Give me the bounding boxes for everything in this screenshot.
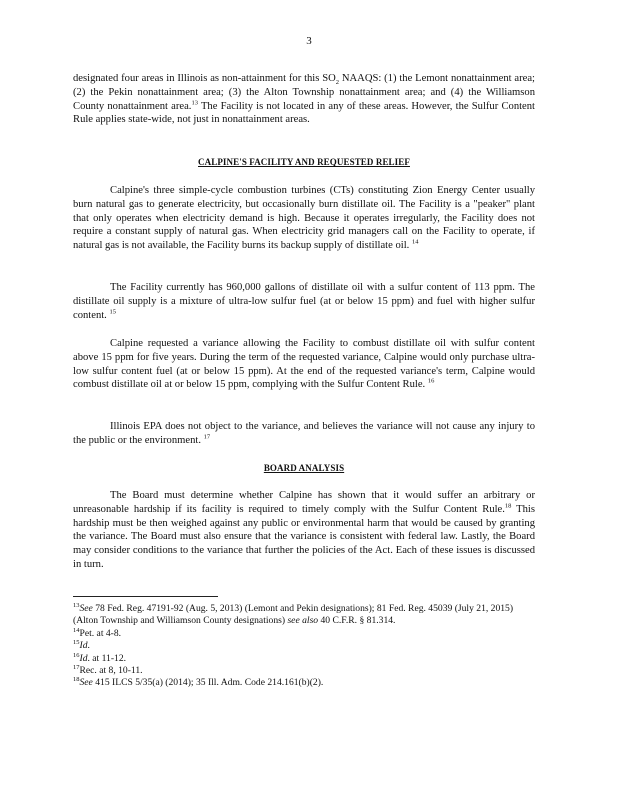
footnote-14: $^{14}$Pet. at 4-8. — [73, 626, 122, 639]
p4-text: Calpine requested a variance allowing the Facility to combust distillate oil with sulfur content above 15 ppm for five years. During the term of the requested variance, Calpine would only purchase ultra-low sulfur content fuel (at or below 15 ppm). At the end of the requested variance's term, Calpine would combust distillate oil at or below 15 ppm, complying with the Sulfur Content Rule. — [73, 338, 535, 391]
p6-text-a: The Board must determine whether Calpine has shown that it would suffer an arbitrary or unreasonable hardship if its facility is required to timely comply with the Sulfur Content Rule. — [73, 490, 535, 515]
p1-text-b: NAAQS: (1) the Lemont nonattainment area; (2) the Pekin nonattainment area; (3) the Alton Township nonattainment area; and (4) the Williamson County nonattainment area. — [73, 73, 535, 112]
p2-text: Calpine's three simple-cycle combustion turbines (CTs) constituting Zion Energy Center usually burn natural gas to generate electricity, but occasionally burn distillate oil. The Facility is a "peaker" plant that only operates when electricity demand is high. Because it operates irregularly, the Facility does not require a constant supply of natural gas. When electricity grid managers call on the Facility to operate, if natural gas is not available, the Facility burns its backup supply of distillate oil. — [73, 185, 535, 252]
footnote-16: $^{16}$Id. at 11-12. — [73, 651, 127, 664]
p1-text-c: The Facility is not located in any of these areas. However, the Sulfur Content Rule applies state-wide, not just in nonattainment areas. — [73, 100, 535, 126]
section-heading-facility: CALPINE'S FACILITY AND REQUESTED RELIEF — [198, 157, 410, 167]
footnote-divider — [73, 596, 218, 597]
footnote-18: $^{18}$See 415 ILCS 5/35(a) (2014); 35 Ill. Adm. Code 214.161(b)(2). — [73, 676, 324, 689]
page-number: 3 — [306, 35, 312, 47]
footnote-ref-13[interactable]: 13 — [191, 99, 198, 107]
footnote-ref-16[interactable]: 16 — [427, 377, 435, 385]
p5-text: Illinois EPA does not object to the variance, and believes the variance will not cause any injury to the public or the environment. — [73, 421, 535, 446]
footnote-17: $^{17}$Rec. at 8, 10-11. — [73, 663, 143, 677]
footnote-ref-17[interactable]: 17 — [203, 433, 211, 441]
paragraph-distillate-supply — [73, 281, 535, 322]
p1-text-a: designated four areas in Illinois as non-attainment for this SO — [73, 73, 336, 84]
footnote-13: $^{13}$See 78 Fed. Reg. 47191-92 (Aug. 5, 2013) (Lemont and Pekin designations); 81 Fed. Reg. 45039 (July 21, 2015) (Alton Township and Williamson County designations) see also 40 C.F.R. § 81.314. — [73, 601, 514, 627]
p1-subscript: 2 — [335, 79, 340, 87]
paragraph-variance-request — [73, 337, 535, 392]
footnotes — [73, 603, 535, 690]
paragraph-nonattainment — [73, 72, 535, 127]
paragraph-facility-description — [73, 184, 535, 253]
footnote-ref-15[interactable]: 15 — [109, 308, 116, 316]
p3-text: The Facility currently has 960,000 gallons of distillate oil with a sulfur content of 113 ppm. The distillate oil supply is a mixture of ultra-low sulfur fuel (at or below 15 ppm) and fuel with higher sulfur content. — [73, 282, 535, 321]
p6-text-b: This hardship must be then weighed against any public or environmental harm that would be caused by granting the variance. The Board must also ensure that the variance is consistent with federal law. Lastly, the Board may consider conditions to the variance that further the policies of the Act. Each of these issues is discussed in turn. — [73, 503, 535, 570]
footnote-15: $^{15}$Id. — [73, 639, 90, 652]
paragraph-board-analysis — [73, 489, 535, 572]
section-heading-board-analysis: BOARD ANALYSIS — [263, 463, 345, 473]
footnote-ref-14[interactable]: 14 — [411, 238, 419, 246]
footnote-ref-18[interactable]: 18 — [504, 502, 512, 510]
paragraph-epa-position — [73, 420, 535, 448]
